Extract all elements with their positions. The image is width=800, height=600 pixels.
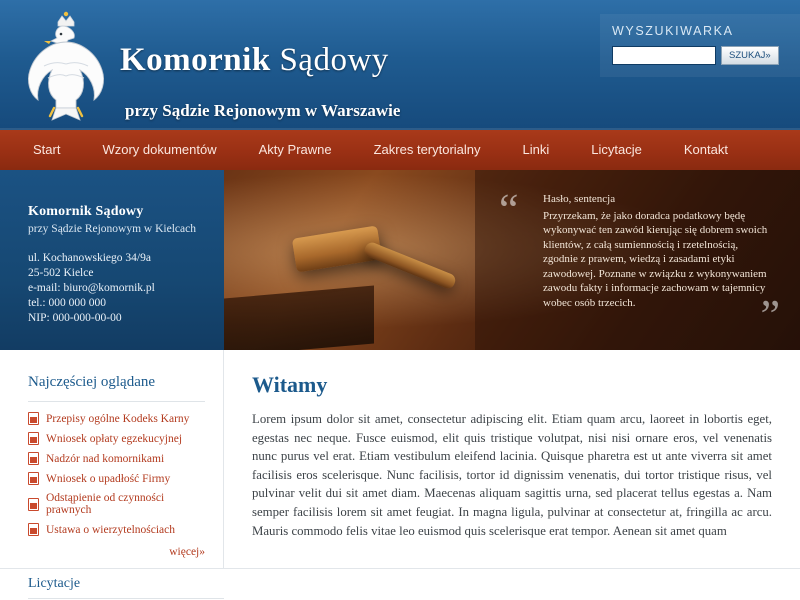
site-title-bold: Komornik	[120, 42, 271, 78]
hero-quote-box	[475, 170, 800, 350]
law-books-shape	[224, 285, 374, 350]
page-title: Witamy	[252, 372, 328, 397]
contact-email[interactable]: e-mail: biuro@komornik.pl	[28, 282, 155, 294]
list-item-label: Wniosek o upadłość Firmy	[46, 472, 171, 485]
list-item-label: Nadzór nad komornikami	[46, 452, 165, 465]
nav-item-zakres-terytorialny[interactable]: Zakres terytorialny	[373, 142, 481, 157]
contact-panel	[0, 170, 224, 350]
nav-item-start[interactable]: Start	[33, 142, 61, 157]
nav-item-kontakt[interactable]: Kontakt	[683, 142, 728, 157]
gavel-handle-shape	[363, 241, 458, 291]
most-viewed-list	[28, 412, 205, 536]
nav-item-akty-prawne[interactable]: Akty Prawne	[258, 142, 332, 157]
main-paragraph: Lorem ipsum dolor sit amet, consectetur adipiscing elit. Etiam quam arcu, laoreet in lobortis eget, egestas nec neque. Fusce euismod, elit quis tristique volutpat, nisi nisi ornare eros, vel venenatis nunc purus vel erat. Etiam vestibulum eleifend lacinia. Quisque pharetra est ut ante viverra sit amet facilisis eros scelerisque. Nunc facilisis, tortor id dignissim venenatis, dui tortor tristique risus, vel pulvinar velit dui sit amet diam. Maecenas aliquam sagittis urna, sed placerat tellus egestas a. Nam semper facilisis lorem sit amet feugiat. In magna ligula, pulvinar at consectetur at, fringilla ac arcu. Mauris commodo felis vitae leo euismod quis scelerisque erat tempor. Aenean sit amet quam	[252, 412, 772, 538]
search-button[interactable]: SZUKAJ»	[721, 46, 779, 65]
pdf-icon	[28, 412, 39, 425]
quote-close-icon: ”	[760, 291, 780, 340]
list-item[interactable]	[28, 492, 205, 516]
pdf-icon	[28, 472, 39, 485]
pdf-icon	[28, 432, 39, 445]
nav-item-licytacje[interactable]: Licytacje	[591, 142, 642, 157]
pdf-icon	[28, 498, 39, 511]
list-item[interactable]	[28, 523, 205, 536]
sidebar	[0, 350, 224, 600]
list-item[interactable]	[28, 452, 205, 465]
contact-city: 25-502 Kielce	[28, 267, 94, 279]
auctions-section	[0, 568, 800, 600]
site-header	[0, 0, 800, 130]
polish-eagle-emblem	[18, 8, 114, 122]
list-item[interactable]	[28, 432, 205, 445]
quote-open-icon: “	[499, 185, 519, 234]
hero-image	[224, 170, 800, 350]
contact-nip: NIP: 000-000-00-00	[28, 312, 122, 324]
auctions-title: Licytacje	[28, 576, 81, 591]
hero-quote-body: Przyrzekam, że jako doradca podatkowy będę wykonywać ten zawód kierując się dobrem swoich klientów, z całą sumiennością i rzetelnością, zgodnie z prawem, wiedzą i zasadami etyki zawodowej. Poznane w związku z wykonywaniem zawodu fakty i informacje zachowam w tajemnicy wobec osób trzecich.	[543, 209, 768, 309]
contact-phone: tel.: 000 000 000	[28, 297, 106, 309]
content-area	[0, 350, 800, 600]
pdf-icon	[28, 523, 39, 536]
nav-item-linki[interactable]: Linki	[522, 142, 550, 157]
sidebar-title: Najczęściej oglądane	[28, 374, 156, 390]
main-navigation	[0, 130, 800, 170]
main-column	[224, 350, 800, 600]
search-panel	[600, 14, 800, 77]
contact-address	[28, 251, 224, 326]
list-item[interactable]	[28, 472, 205, 485]
hero-quote-text	[543, 192, 774, 310]
contact-firm-subtitle: przy Sądzie Rejonowym w Kielcach	[28, 223, 196, 235]
list-item-label: Ustawa o wierzytelnościach	[46, 523, 176, 536]
list-item-label: Odstąpienie od czynności prawnych	[46, 492, 165, 516]
more-link[interactable]: więcej»	[169, 546, 205, 558]
list-item[interactable]	[28, 412, 205, 425]
hero-section	[0, 170, 800, 350]
site-subtitle: przy Sądzie Rejonowym w Warszawie	[125, 101, 401, 120]
nav-item-wzory-dokumentow[interactable]: Wzory dokumentów	[102, 142, 217, 157]
search-label: WYSZUKIWARKA	[612, 24, 734, 38]
site-title	[120, 44, 389, 77]
site-title-thin: Sądowy	[279, 42, 389, 78]
hero-quote-title: Hasło, sentencja	[543, 193, 616, 205]
contact-firm-name: Komornik Sądowy	[28, 204, 144, 219]
contact-street: ul. Kochanowskiego 34/9a	[28, 252, 151, 264]
search-input[interactable]	[612, 46, 716, 65]
pdf-icon	[28, 452, 39, 465]
auctions-divider	[28, 598, 224, 599]
list-item-label: Wniosek opłaty egzekucyjnej	[46, 432, 183, 445]
list-item-label: Przepisy ogólne Kodeks Karny	[46, 412, 190, 425]
sidebar-divider	[28, 401, 205, 402]
